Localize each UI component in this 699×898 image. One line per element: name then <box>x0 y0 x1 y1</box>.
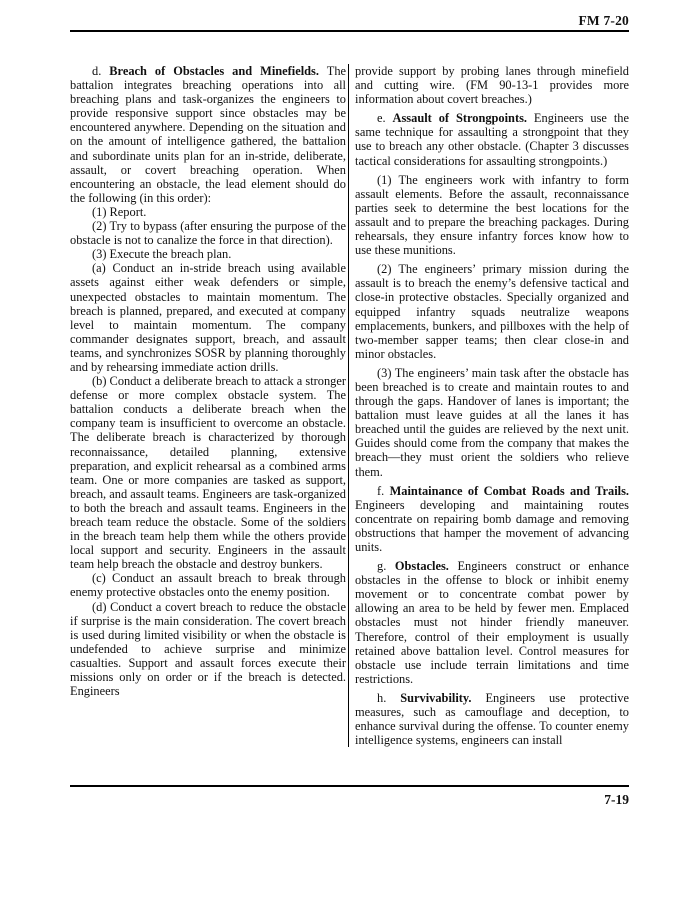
paragraph: (b) Conduct a deliberate breach to attack a stronger defense or more complex obstacle system. The battalion conducts a deliberate breach when the company team is insufficient to overcome an obstacle. The deliberate breach is characterized by thorough reconnaissance, detailed planning, extensive preparation, and explicit rehearsal as a combined arms team. One or more companies are tasked as support, breach, and assault teams. Engineers are task-organized to both the breach and assault teams. Engineers in the breach team reduce the obstacle. Some of the soldiers in the breach team help them while the others provide local support and security. Engineers in the assault team help breach the obstacle and destroy bunkers. <box>70 374 346 572</box>
paragraph: g. Obstacles. Engineers construct or enhance obstacles in the offense to block or inhibit enemy movement or to concentrate combat power by allowing an area to be held by fewer men. Emplaced obstacles must not hinder friendly maneuver. Therefore, control of their employment is usually retained above battalion level. Control measures for obstacle use include terrain limitations and time restrictions. <box>355 559 630 686</box>
column-left <box>70 64 346 747</box>
paragraph: f. Maintainance of Combat Roads and Trails. Engineers developing and maintaining routes concentrate on repairing bomb damage and removing obstructions that hamper the movement of advancing units. <box>355 483 629 554</box>
paragraph: d. Breach of Obstacles and Minefields. The battalion integrates breaching operations into all breaching plans and task-organizes the engineers to provide responsive support since obstacles may be encountered anywhere. Depending on the situation and on the amount of intelligence gathered, the battalion and subordinate units plan for an in-stride, deliberate, assault, or covert breaching operation. When encountering an obstacle, the lead element should do the following (in this order): <box>70 64 347 205</box>
page-number: 7-19 <box>604 792 629 807</box>
paragraph: provide support by probing lanes through minefield and cutting wire. (FM 90-13-1 provides more information about covert breaches.) <box>355 64 629 107</box>
paragraph: (2) Try to bypass (after ensuring the purpose of the obstacle is not to canalize the force in that direction). <box>70 219 346 248</box>
manual-number-header: FM 7-20 <box>578 13 629 28</box>
paragraph: (d) Conduct a covert breach to reduce the obstacle if surprise is the main consideration. The covert breach is used during limited visibility or when the obstacle is undefended to achieve surprise and minimize casualties. Support and assault forces execute their missions only on order or if the breach is detected. Engineers <box>70 599 346 699</box>
paragraph: (1) Report. <box>92 204 147 219</box>
footer-rule <box>70 785 629 787</box>
two-column-text-body <box>70 64 629 747</box>
paragraph: (3) Execute the breach plan. <box>92 247 232 262</box>
paragraph: h. Survivability. Engineers use protective measures, such as camouflage and deception, to enhance survival during the offense. To counter enemy intelligence systems, engineers can install <box>355 690 629 748</box>
paragraph: (a) Conduct an in-stride breach using available assets against either weak defenders or simple, unexpected obstacles to maintain momentum. The breach is planned, prepared, and executed at company level to maintain momentum. The company commander designates support, breach, and assault teams, and synchronizes SOSR by planning thoroughly and by rehearsing immediate action drills. <box>70 261 346 374</box>
paragraph: (2) The engineers’ primary mission during the assault is to breach the enemy’s defensive tactical and close-in protective obstacles. Specially organized and equipped infantry squads neutralize weapons emplacements, bunkers, and pillboxes with the help of two-member sapper teams; then clear close-in and minor obstacles. <box>355 262 629 361</box>
paragraph: e. Assault of Strongpoints. Engineers use the same technique for assaulting a strongpoint that they use to breach any other obstacle. (Chapter 3 discusses tactical considerations for assaulting strongpoints.) <box>355 111 629 168</box>
header-rule <box>70 30 629 32</box>
paragraph: (3) The engineers’ main task after the obstacle has been breached is to create and maintain routes to and through the gaps. Handover of lanes is important; the battalion must leave guides at all the lanes it has breached until the guides are relieved by the next unit. Guides should come from the company that makes the breach—they must orient the soldiers who relieve them. <box>355 365 629 479</box>
paragraph: (1) The engineers work with infantry to form assault elements. Before the assault, reconnaissance parties seek to determine the best locations for the assault and to prepare the breaching packages. During rehearsals, they ensure infantry forces know how to use these munitions. <box>355 172 629 258</box>
column-right <box>349 64 629 747</box>
paragraph: (c) Conduct an assault breach to break through enemy protective obstacles onto the enemy position. <box>70 571 346 600</box>
